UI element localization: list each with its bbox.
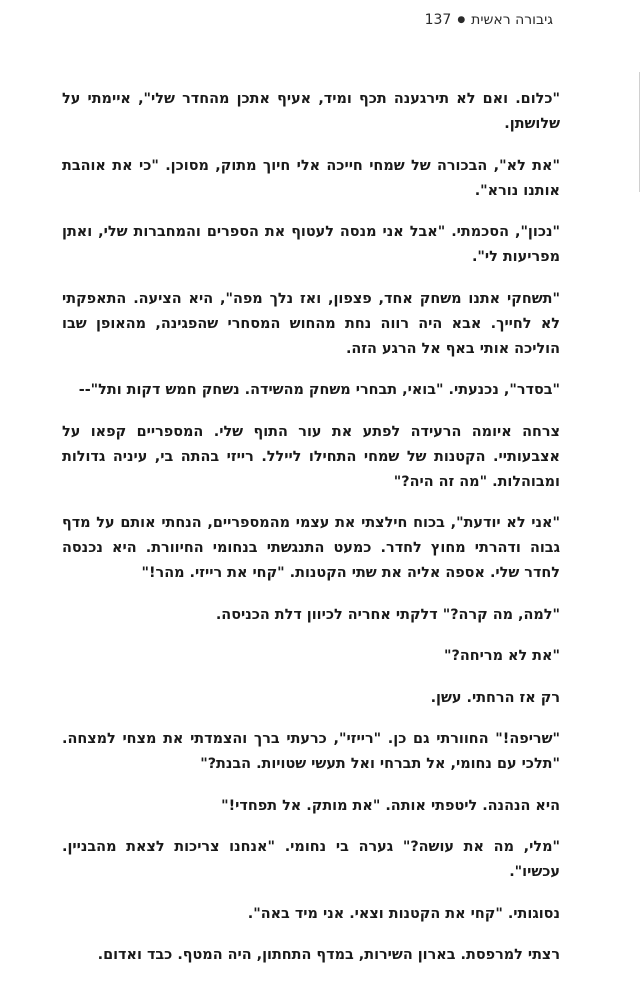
paragraph: "נכון", הסכמתי. "אבל אני מנסה לעטוף את הספרים והמחברות שלי, ואתן מפריעות לי". [62, 224, 560, 265]
paragraph: "בסדר", נכנעתי. "בואי, תבחרי משחק מהשידה. נשחק חמש דקות ותל"-- [78, 382, 560, 398]
paragraph: "אני לא יודעת", בכוח חילצתי את עצמי מהמספריים, הנחתי אותם על מדף גבוה ודהרתי מחוץ לחדר. כמעט התנגשתי בנחומי החיוורת. היא נכנסה לחדר שלי. אספה אליה את שתי הקטנות. "קחי את רייזי. מהר!" [62, 515, 560, 581]
paragraph: "למה, מה קרה?" דלקתי אחריה לכיוון דלת הכניסה. [215, 606, 560, 623]
paragraph: היא הנהנה. ליטפתי אותה. "את מותק. אל תפחדי!" [221, 797, 560, 814]
paragraph: נסוגותי. "קחי את הקטנות וצאי. אני מיד באה". [247, 905, 560, 922]
page-number: 137 [424, 12, 452, 28]
paragraph: "את לא מריחה?" [444, 648, 560, 664]
paragraph: "מלי, מה את עושה?" גערה בי נחומי. "אנחנו צריכות לצאת מהבניין. עכשיו". [62, 839, 560, 880]
book-title: גיבורה ראשית [471, 12, 553, 28]
paragraph: "שריפה!" החוורתי גם כן. "רייזי", כרעתי ברך והצמדתי את מצחי למצחה. "תלכי עם נחומי, אל תברחי ואל תעשי שטויות. הבנת?" [62, 731, 560, 772]
paragraph: רק אז הרחתי. עשן. [430, 689, 560, 706]
paragraph: צרחה איומה הרעידה לפתע את עור התוף שלי. המספריים קפאו על אצבעותיי. הקטנות של שמחי התחילו ליילל. רייזי בהתה בי, עיניה גדולות ומבוהלות. "מה זה היה?" [62, 423, 560, 490]
bullet-icon: ● [457, 14, 466, 25]
paragraph: "כלום. ואם לא תירגענה תכף ומיד, אעיף אתכן מהחדר שלי", איימתי על שלושתן. [62, 91, 560, 132]
paragraph: "תשחקי אתנו משחק אחד, פצפון, ואז נלך מפה", היא הציעה. התאפקתי לא לחייך. אבא היה רווה נחת מהחוש המסחרי שהפגינה, מהאופן שבו הוליכה אותי באף אל הרגע הזה. [62, 290, 560, 357]
body-text [62, 87, 560, 985]
running-header [425, 12, 553, 28]
paragraph: רצתי למרפסת. בארון השירות, במדף התחתון, היה המטף. כבד ואדום. [97, 947, 560, 963]
paragraph: "את לא", הבכורה של שמחי חייכה אלי חיוך מתוק, מסוכן. "כי את אוהבת אותנו נורא". [62, 157, 560, 199]
